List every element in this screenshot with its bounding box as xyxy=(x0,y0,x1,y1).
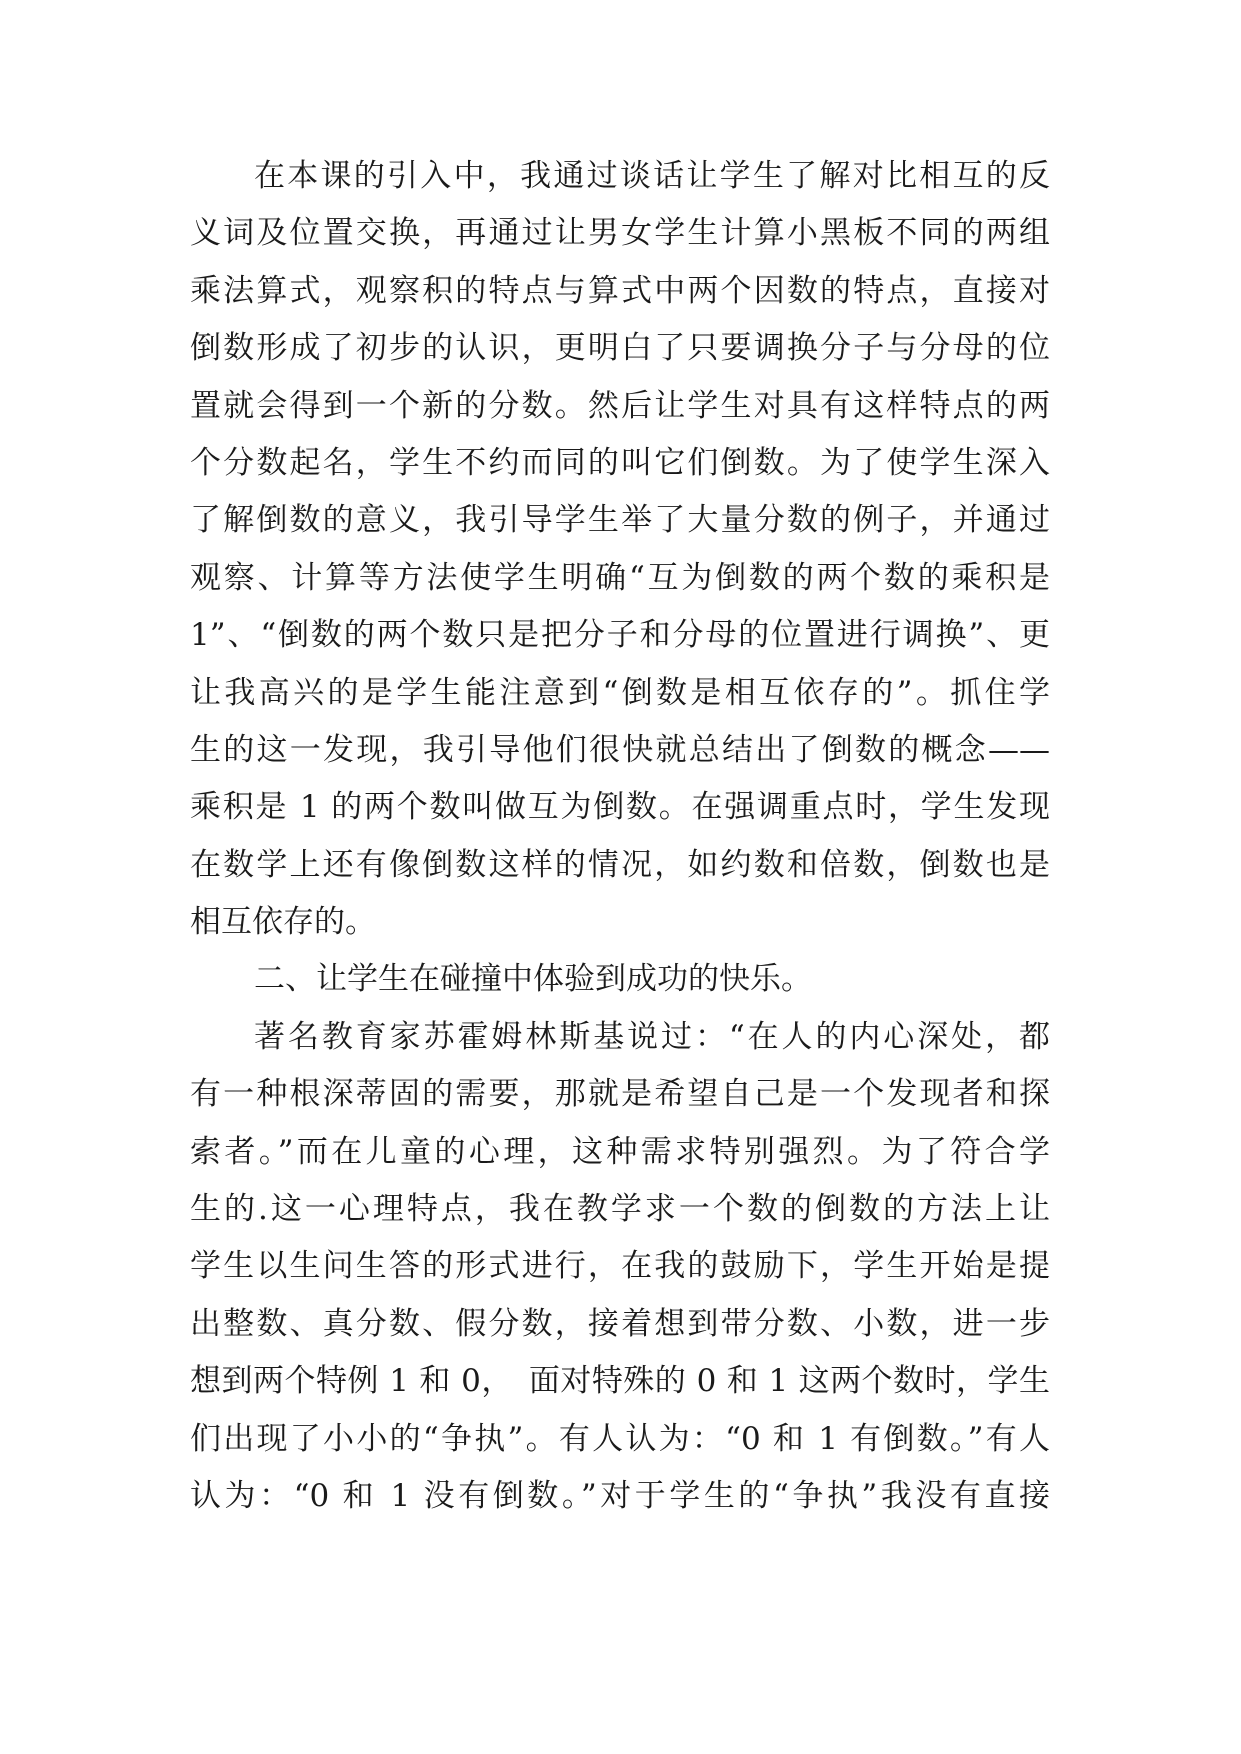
text-line: 学生以生问生答的形式进行，在我的鼓励下，学生开始是提 xyxy=(190,1248,1050,1285)
text-line: 让我高兴的是学生能注意到“倒数是相互依存的”。抓住学 xyxy=(190,674,1050,711)
text-line: 置就会得到一个新的分数。然后让学生对具有这样特点的两 xyxy=(190,387,1050,424)
text-line: 索者。”而在儿童的心理，这种需求特别强烈。为了符合学 xyxy=(190,1133,1050,1170)
section-heading xyxy=(190,951,1050,1008)
paragraph-intro xyxy=(190,148,1050,951)
text-line: 乘法算式，观察积的特点与算式中两个因数的特点，直接对 xyxy=(190,272,1050,309)
text-line: 义词及位置交换，再通过让男女学生计算小黑板不同的两组 xyxy=(190,215,1050,252)
text-line: 1”、“倒数的两个数只是把分子和分母的位置进行调换”、更 xyxy=(190,617,1050,654)
text-line: 乘积是 1 的两个数叫做互为倒数。在强调重点时，学生发现 xyxy=(190,789,1050,826)
text-line: 在本课的引入中，我通过谈话让学生了解对比相互的反 xyxy=(254,158,1050,194)
text-line: 在数学上还有像倒数这样的情况，如约数和倍数，倒数也是 xyxy=(190,846,1050,883)
document-body xyxy=(190,148,1050,1525)
text-line: 们出现了小小的“争执”。有人认为：“0 和 1 有倒数。”有人 xyxy=(190,1420,1050,1457)
text-line: 出整数、真分数、假分数，接着想到带分数、小数，进一步 xyxy=(190,1305,1050,1342)
text-line: 生的.这一心理特点，我在教学求一个数的倒数的方法上让 xyxy=(190,1191,1050,1228)
text-line: 认为：“0 和 1 没有倒数。”对于学生的“争执”我没有直接 xyxy=(190,1477,1050,1514)
text-line: 著名教育家苏霍姆林斯基说过：“在人的内心深处，都 xyxy=(254,1018,1050,1055)
text-line: 有一种根深蒂固的需要，那就是希望自己是一个发现者和探 xyxy=(190,1076,1050,1113)
text-line: 想到两个特例 1 和 0， 面对特殊的 0 和 1 这两个数时，学生 xyxy=(190,1363,1050,1400)
paragraph-body xyxy=(190,1009,1050,1526)
text-line: 倒数形成了初步的认识，更明白了只要调换分子与分母的位 xyxy=(190,330,1050,367)
text-line: 了解倒数的意义，我引导学生举了大量分数的例子，并通过 xyxy=(190,502,1050,539)
text-line: 生的这一发现，我引导他们很快就总结出了倒数的概念—— xyxy=(190,731,1050,768)
heading-line: 二、让学生在碰撞中体验到成功的快乐。 xyxy=(254,961,812,998)
text-line: 观察、计算等方法使学生明确“互为倒数的两个数的乘积是 xyxy=(190,559,1050,596)
text-line: 个分数起名，学生不约而同的叫它们倒数。为了使学生深入 xyxy=(190,444,1050,481)
text-line: 相互依存的。 xyxy=(190,904,376,941)
